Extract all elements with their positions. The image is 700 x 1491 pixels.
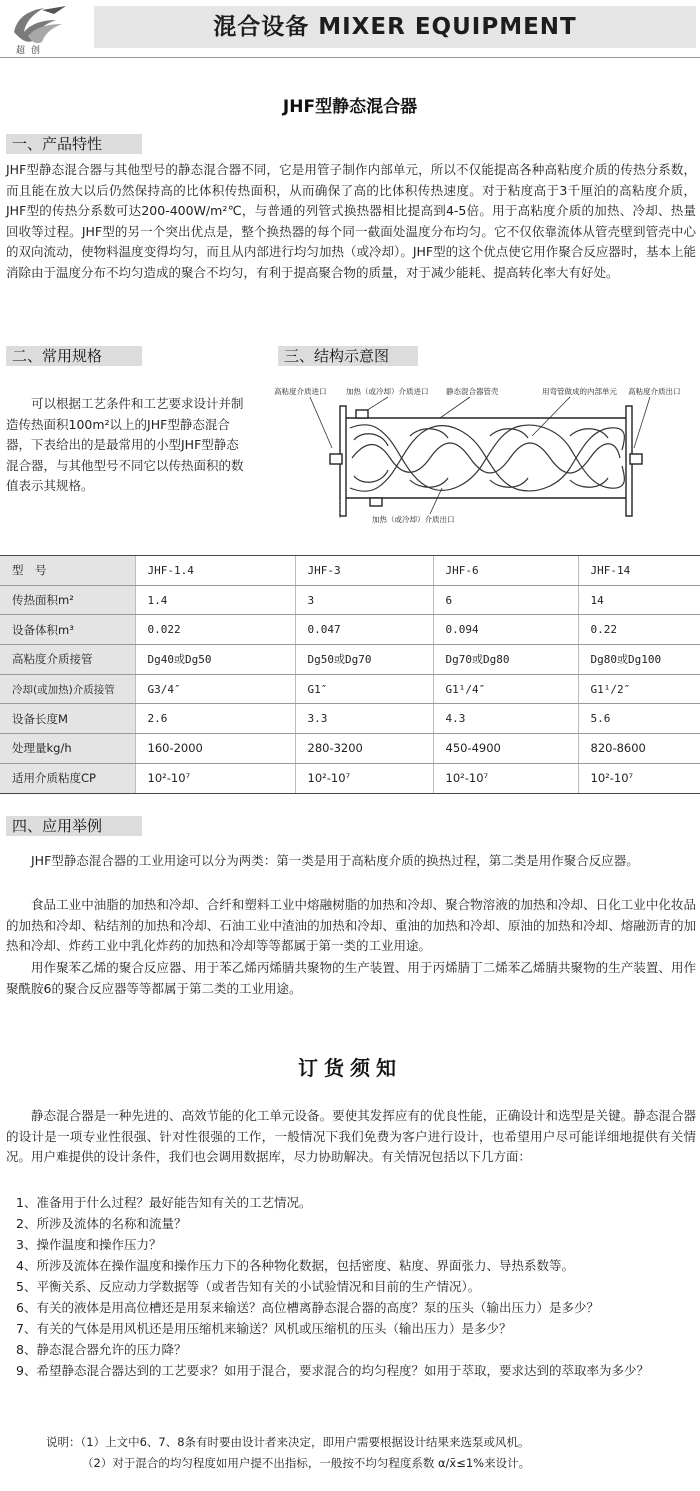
- table-row: [0, 674, 700, 704]
- table-cell: 0.22: [578, 615, 700, 645]
- table-cell: 820-8600: [578, 734, 700, 764]
- table-row-label: 适用介质粘度CP: [0, 763, 135, 793]
- table-row-label: 冷却(或加热)介质接管: [0, 674, 135, 704]
- table-cell: 5.6: [578, 704, 700, 734]
- table-cell: 6: [433, 585, 578, 615]
- table-header-cell: JHF-6: [433, 556, 578, 586]
- table-row: [0, 645, 700, 675]
- table-cell: 10²-10⁷: [578, 763, 700, 793]
- table-cell: 14: [578, 585, 700, 615]
- table-row: [0, 556, 700, 586]
- list-item: 2、所涉及流体的名称和流量？: [16, 1216, 187, 1231]
- label-heat-out: 加热（或冷却）介质出口: [372, 515, 455, 524]
- table-cell: 0.047: [295, 615, 433, 645]
- specs-paragraph: 可以根据工艺条件和工艺要求设计并制造传热面积100m²以上的JHF型静态混合器，下表给出的是最常用的小型JHF型静态混合器，与其他型号不同它以传热面积的数值表示其规格。: [6, 396, 244, 493]
- table-row-label: 高粘度介质接管: [0, 645, 135, 675]
- list-item: 8、静态混合器允许的压力降？: [16, 1342, 187, 1357]
- table-cell: 1.4: [135, 585, 295, 615]
- table-row: [0, 704, 700, 734]
- section-heading-features: 一、产品特性: [6, 134, 142, 154]
- mixer-schematic: [270, 370, 700, 530]
- note-1: 说明：（1）上文中6、7、8条有时要由设计者来决定，即用户需要根据设计结果来选泵或风机。: [46, 1435, 530, 1449]
- table-cell: G1¹/4″: [433, 674, 578, 704]
- table-row-label: 处理量kg/h: [0, 734, 135, 764]
- table-row-label: 设备体积m³: [0, 615, 135, 645]
- table-header-cell: JHF-14: [578, 556, 700, 586]
- table-cell: 0.094: [433, 615, 578, 645]
- table-cell: Dg80或Dg100: [578, 645, 700, 675]
- label-outlet: 高粘度介质出口: [628, 387, 681, 396]
- table-cell: G1¹/2″: [578, 674, 700, 704]
- logo-text: 超创: [16, 46, 47, 56]
- list-item: 6、有关的液体是用高位槽还是用泵来输送？高位槽离静态混合器的高度？泵的压头（输出压力）是多少？: [16, 1300, 599, 1315]
- list-item: 1、准备用于什么过程？最好能告知有关的工艺情况。: [16, 1195, 312, 1210]
- table-cell: 3.3: [295, 704, 433, 734]
- table-cell: 450-4900: [433, 734, 578, 764]
- table-cell: Dg40或Dg50: [135, 645, 295, 675]
- table-header-cell: JHF-1.4: [135, 556, 295, 586]
- table-cell: 10²-10⁷: [295, 763, 433, 793]
- label-inner: 用弯管做成的内部单元: [542, 387, 617, 396]
- label-inlet: 高粘度介质进口: [274, 387, 327, 396]
- ordering-intro: 静态混合器是一种先进的、高效节能的化工单元设备。要使其发挥应有的优良性能，正确设计和选型是关键。静态混合器的设计是一项专业性很强、针对性很强的工作，一般情况下我们免费为客户进行设计，也希望用户尽可能详细地提供有关情况。用户难提供的设计条件，我们也会调用数据库，尽力协助解决。有关情况包括以下几方面：: [6, 1108, 696, 1164]
- table-cell: Dg70或Dg80: [433, 645, 578, 675]
- header-divider: [0, 57, 700, 58]
- table-row-label: 传热面积m²: [0, 585, 135, 615]
- list-item: 9、希望静态混合器达到的工艺要求？如用于混合，要求混合的均匀程度？如用于萃取，要求达到的萃取率为多少？: [16, 1363, 649, 1378]
- table-cell: 10²-10⁷: [433, 763, 578, 793]
- list-item: 3、操作温度和操作压力？: [16, 1237, 162, 1252]
- ordering-notes: [46, 1432, 686, 1474]
- ordering-list: [16, 1192, 686, 1381]
- table-cell: 4.3: [433, 704, 578, 734]
- table-cell: G3/4″: [135, 674, 295, 704]
- features-paragraph: JHF型静态混合器与其他型号的静态混合器不同，它是用管子制作内部单元，所以不仅能提高各种高粘度介质的传热分系数，而且能在放大以后仍然保持高的比体积传热面积，从而确保了高的比体积传热速度。对于粘度高于3千厘泊的高粘度介质，JHF型的传热分系数可达200-400W/m²℃，与普通的列管式换热器相比提高到4-5倍。用于高粘度介质的加热、冷却、热量回收等过程。JHF型的另一个突出优点是，整个换热器的每个同一截面处温度分布均匀。它不仅依靠流体从管壳壁到管壳中心的双向流动，使物料温度变得均匀，而且从内部进行均匀加热（或冷却）。JHF型的这个优点使它用作聚合反应器时，基本上能消除由于温度分布不均匀造成的聚合不均匀，有利于提高聚合物的质量，对于减少能耗、提高转化率大有好处。: [6, 162, 696, 280]
- section-heading-specs: 二、常用规格: [6, 346, 142, 366]
- list-item: 5、平衡关系、反应动力学数据等（或者告知有关的小试验情况和目前的生产情况）。: [16, 1279, 481, 1294]
- list-item: 7、有关的气体是用风机还是用压缩机来输送？风机或压缩机的压头（输出压力）是多少？: [16, 1321, 512, 1336]
- note-2: （2）对于混合的均匀程度如用户提不出指标，一般按不均匀程度系数 α/x̄≤1%来设计。: [82, 1456, 531, 1470]
- table-cell: 160-2000: [135, 734, 295, 764]
- section-heading-structure: 三、结构示意图: [278, 346, 418, 366]
- table-cell: 10²-10⁷: [135, 763, 295, 793]
- table-row: [0, 763, 700, 793]
- structure-diagram: [270, 370, 700, 530]
- table-header-cell: 型 号: [0, 556, 135, 586]
- table-row: [0, 585, 700, 615]
- applications-paragraph-2: 食品工业中油脂的加热和冷却、合纤和塑料工业中熔融树脂的加热和冷却、聚合物溶液的加热和冷却、日化工业中化妆品的加热和冷却、粘结剂的加热和冷却、石油工业中渣油的加热和冷却、重油的加热和冷却、原油的加热和冷却、熔融沥青的加热和冷却、炸药工业中乳化炸药的加热和冷却等等都属于第一类的工业用途。: [6, 897, 696, 953]
- ordering-title: 订货须知: [298, 1056, 402, 1080]
- spec-table: [0, 555, 700, 794]
- section-heading-applications: 四、应用举例: [6, 816, 142, 836]
- applications-paragraph-1: JHF型静态混合器的工业用途可以分为两类：第一类是用于高粘度介质的换热过程，第二类是用作聚合反应器。: [31, 853, 639, 868]
- label-heat-in: 加热（或冷却）介质进口: [346, 387, 429, 396]
- table-cell: 2.6: [135, 704, 295, 734]
- header-title: 混合设备 MIXER EQUIPMENT: [94, 6, 696, 48]
- table-row: [0, 734, 700, 764]
- table-cell: Dg50或Dg70: [295, 645, 433, 675]
- label-shell: 静态混合器管壳: [446, 387, 499, 396]
- table-header-cell: JHF-3: [295, 556, 433, 586]
- page-header: [0, 0, 700, 55]
- table-cell: 3: [295, 585, 433, 615]
- table-cell: G1″: [295, 674, 433, 704]
- table-row-label: 设备长度M: [0, 704, 135, 734]
- applications-paragraph-3: 用作聚苯乙烯的聚合反应器、用于苯乙烯丙烯腈共聚物的生产装置、用于丙烯腈丁二烯苯乙烯腈共聚物的生产装置、用作聚酰胺6的聚合反应器等等都属于第二类的工业用途。: [6, 960, 696, 996]
- table-row: [0, 615, 700, 645]
- list-item: 4、所涉及流体在操作温度和操作压力下的各种物化数据，包括密度、粘度、界面张力、导热系数等。: [16, 1258, 574, 1273]
- table-cell: 280-3200: [295, 734, 433, 764]
- document-title: JHF型静态混合器: [282, 97, 418, 117]
- table-cell: 0.022: [135, 615, 295, 645]
